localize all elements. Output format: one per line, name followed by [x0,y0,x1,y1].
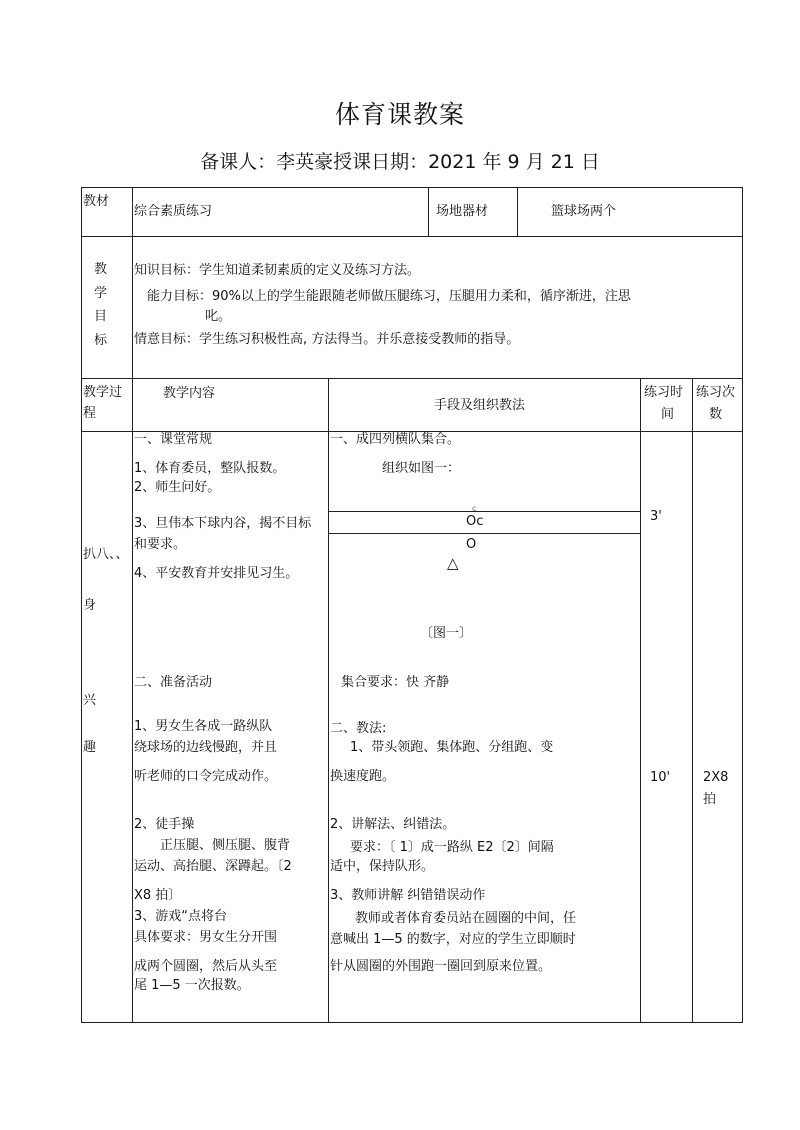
goal-emotion: 情意目标：学生练习积极性高, 方法得当。并乐意接受教师的指导。 [134,332,520,347]
time-value: 10' [650,770,671,785]
col-time: 练习时 [644,385,684,400]
content-line: 和要求。 [134,537,187,552]
method-line: 针从圆圈的外围跑一圈回到原来位置。 [330,959,552,974]
goals-label-char: 学 [94,286,108,301]
count-value: 2X8 [703,770,729,785]
content-line: 3、游戏“点将台 [134,909,228,924]
method-line: 换速度跑。 [330,769,396,784]
col-count: 练习次 [696,385,736,400]
content-line: 尾 1—5 一次报数。 [134,978,250,993]
method-line: 教师或者体育委员站在圆圈的中间，任 [355,911,577,926]
count-value: 拍 [703,792,717,807]
content-line: 1、体育委员，整队报数。 [134,461,286,476]
col-count: 数 [709,407,723,422]
col-process: 教学过 [83,385,123,400]
method-line: 3、教师讲解 纠错错误动作 [330,888,486,903]
col-time: 间 [661,407,675,422]
goal-ability-cont: 叱。 [205,309,232,324]
material-value: 综合素质练习 [134,204,213,219]
goals-label-char: 标 [94,333,108,348]
content-line: 具体要求：男女生分开围 [134,930,278,945]
content-line: 2、徒手操 [134,817,195,832]
subtitle: 备课人：李英豪授课日期：2021 年 9 月 21 日 [200,151,600,173]
venue-value: 篮球场两个 [551,204,617,219]
col-process: 程 [83,406,97,421]
content-line: 听老师的口令完成动作。 [134,769,278,784]
side-label: 扒八、、 [83,547,129,562]
time-value: 3' [650,509,662,524]
method-line: 组织如图一： [382,461,461,476]
content-line: 成两个圆圈，然后从头至 [134,959,278,974]
method-line: 要求：〔 1〕成一路纵 E2〔2〕间隔 [350,840,554,855]
goal-ability: 能力目标：90%以上的学生能跟随老师做压腿练习，压腿用力柔和，循序渐进，注思 [147,289,631,304]
method-line: 集合要求：快 齐静 [341,675,450,690]
side-label: 身 [83,598,97,613]
formation-mark: c [472,504,477,513]
col-method: 手段及组织教法 [434,398,526,413]
figure-caption: 〔图一〕 [420,626,473,641]
content-line: 3、旦伟本下球内谷，揭不目标 [134,516,312,531]
method-line: 二、教法: [330,721,387,736]
side-label: 趣 [83,740,97,755]
formation-mark: Oc [466,514,484,529]
content-line: 一、课堂常规 [134,432,213,447]
method-line: 意喊出 1—5 的数字，对应的学生立即顺时 [330,932,576,947]
method-line: 一、成四列横队集合。 [330,432,461,447]
teacher-triangle-icon: △ [447,554,459,572]
material-label: 教材 [83,194,110,209]
goals-label-char: 目 [94,309,108,324]
goals-label-char: 教 [94,262,108,277]
method-line: 适中，保持队形。 [330,859,435,874]
page-title: 体育课教案 [334,100,465,129]
goal-knowledge: 知识目标：学生知道柔韧素质的定义及练习方法。 [134,263,421,278]
formation-mark: O [466,537,477,552]
content-line: 绕球场的边线慢跑，并且 [134,740,278,755]
content-line: 运动、高抬腿、深蹲起。〔2 [134,859,292,874]
method-line: 1、带头领跑、集体跑、分组跑、变 [350,740,554,755]
content-line: 二、准备活动 [134,675,213,690]
content-line: 1、男女生各成一路纵队 [134,719,273,734]
col-content: 教学内容 [163,386,216,401]
side-label: 兴 [83,693,97,708]
venue-label: 场地器材 [436,204,489,219]
content-line: 正压腿、侧压腿、腹背 [160,838,291,853]
method-line: 2、讲解法、纠错法。 [330,817,456,832]
content-line: 4、平安教育并安排见习生。 [134,566,299,581]
content-line: 2、师生问好。 [134,480,221,495]
content-line: X8 拍〕 [134,888,182,903]
